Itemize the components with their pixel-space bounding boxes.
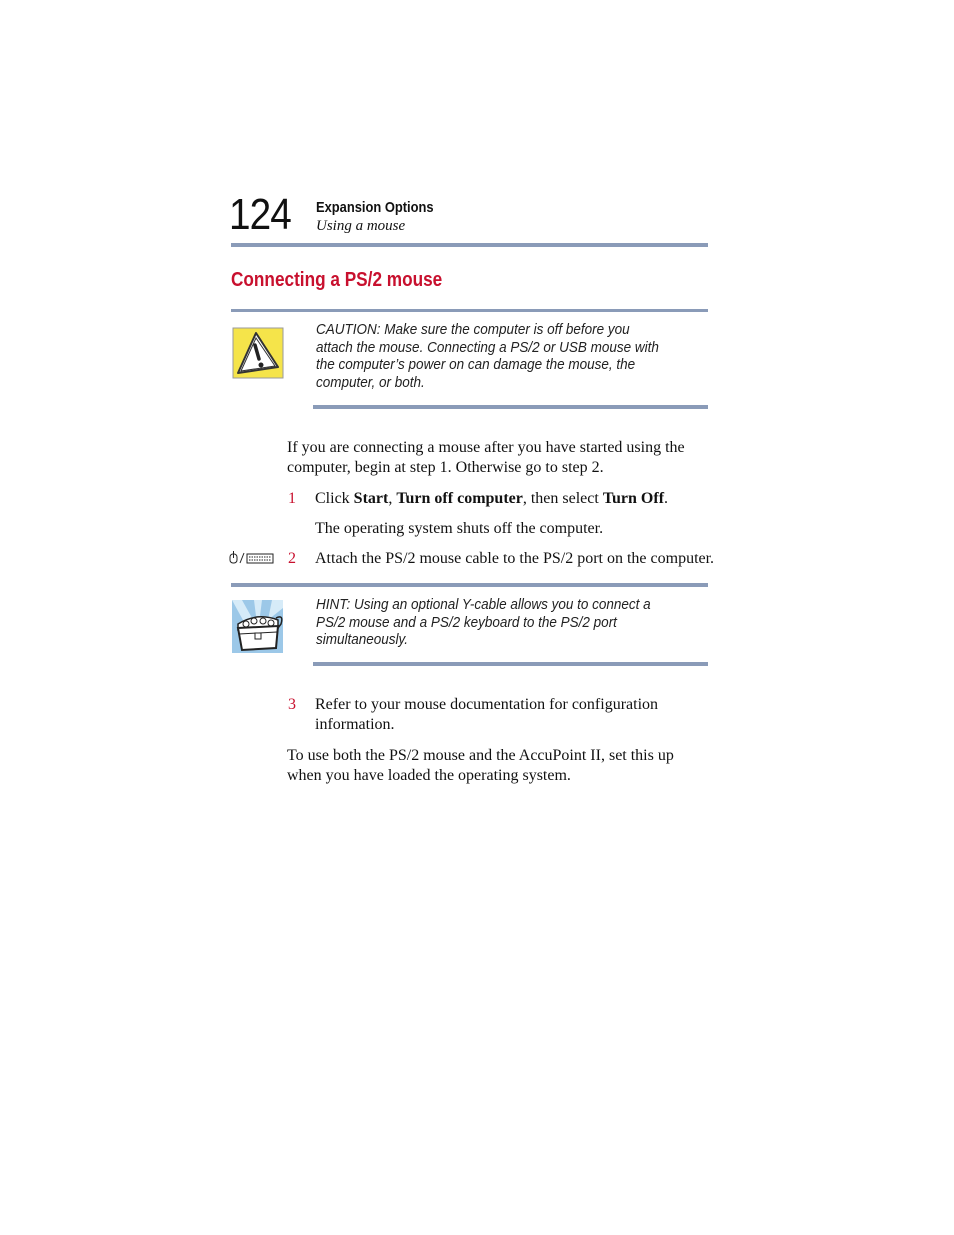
step-1-part: .: [664, 490, 669, 507]
step-2-number: 2: [288, 550, 296, 567]
step-1-text: [315, 489, 715, 509]
caution-top-rule: [231, 309, 708, 312]
chapter-title: Expansion Options: [316, 199, 434, 216]
step-1-result: The operating system shuts off the computer.: [315, 520, 604, 537]
page-number: 124: [229, 190, 291, 239]
treasure-chest-icon: [232, 600, 283, 653]
closing-paragraph: To use both the PS/2 mouse and the AccuPoint II, set this up when you have loaded the operating system.: [287, 747, 674, 784]
header-rule: [231, 243, 708, 247]
caution-bottom-rule: [313, 405, 708, 409]
step-1-turn-off-label: Turn Off: [602, 490, 665, 507]
hint-top-rule: [231, 583, 708, 587]
step-2-text: Attach the PS/2 mouse cable to the PS/2 port on the computer.: [315, 550, 715, 567]
hint-text: HINT: Using an optional Y-cable allows you to connect a PS/2 mouse and a PS/2 keyboard to the PS/2 port simultaneously.: [316, 596, 651, 648]
step-1-turn-off-computer-label: Turn off computer: [396, 490, 523, 507]
step-1-part: ,: [388, 490, 397, 507]
mouse-keyboard-port-icon: [229, 551, 275, 565]
step-1-start-label: Start: [353, 490, 389, 507]
step-1-part: , then select: [522, 490, 603, 507]
step-3-text: Refer to your mouse documentation for configuration information.: [315, 696, 659, 733]
caution-text: CAUTION: Make sure the computer is off before you attach the mouse. Connecting a PS/2 or USB mouse with the computer’s power on can damage the mouse, the computer, or both.: [316, 321, 659, 391]
intro-paragraph: If you are connecting a mouse after you have started using the computer, begin at step 1. Otherwise go to step 2.: [287, 439, 685, 476]
step-1-part: Click: [315, 490, 354, 507]
section-subtitle: Using a mouse: [316, 218, 406, 234]
section-heading: Connecting a PS/2 mouse: [231, 269, 443, 291]
step-3-number: 3: [288, 696, 296, 713]
step-1-number: 1: [288, 490, 296, 507]
hint-bottom-rule: [313, 662, 708, 666]
caution-icon: [232, 327, 284, 379]
